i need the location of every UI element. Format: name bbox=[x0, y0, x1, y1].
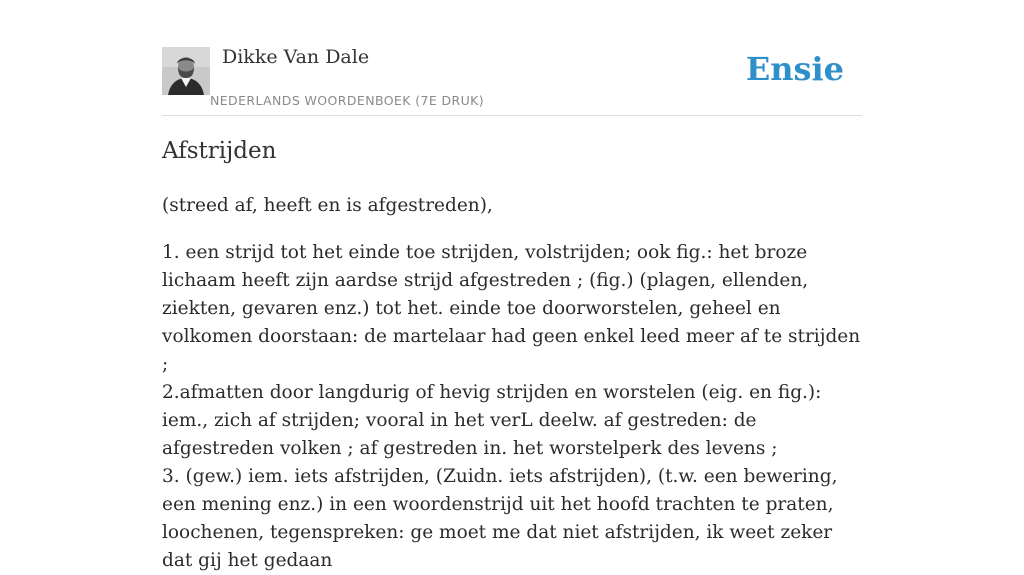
definition-3: 3. (gew.) iem. iets afstrijden, (Zuidn. iets afstrijden), (t.w. een bewering, een mening enz.) in een woordenstrijd uit het hoofd trachten te praten, loochenen, tegenspreken: ge moet me dat niet afstrijden, ik weet zeker dat gij het gedaan bbox=[162, 466, 838, 571]
entry-header bbox=[162, 46, 862, 116]
brand-logo[interactable]: Ensie bbox=[745, 50, 844, 88]
grammar-note: (streed af, heeft en is afgestreden), bbox=[162, 195, 493, 216]
author-avatar[interactable] bbox=[162, 47, 210, 95]
author-name[interactable]: Dikke Van Dale bbox=[222, 46, 370, 68]
definition-2: 2.afmatten door langdurig of hevig strijden en worstelen (eig. en fig.): iem., zich af strijden; vooral in het verL deelw. af gestreden: de afgestreden volken ; af gestreden in. het worstelperk des levens ; bbox=[162, 382, 822, 459]
source-label[interactable]: NEDERLANDS WOORDENBOEK (7E DRUK) bbox=[210, 93, 485, 108]
definition-1: 1. een strijd tot het einde toe strijden, volstrijden; ook fig.: het broze lichaam heeft zijn aardse strijd afgestreden ; (fig.) (plagen, ellenden, ziekten, gevaren enz.) tot het. einde toe doorworstelen, geheel en volkomen doorstaan: de martelaar had geen enkel leed meer af te strijden ; bbox=[162, 242, 861, 375]
entry-content bbox=[162, 192, 862, 575]
entry-title: Afstrijden bbox=[162, 138, 277, 164]
author-portrait-icon bbox=[162, 47, 210, 95]
